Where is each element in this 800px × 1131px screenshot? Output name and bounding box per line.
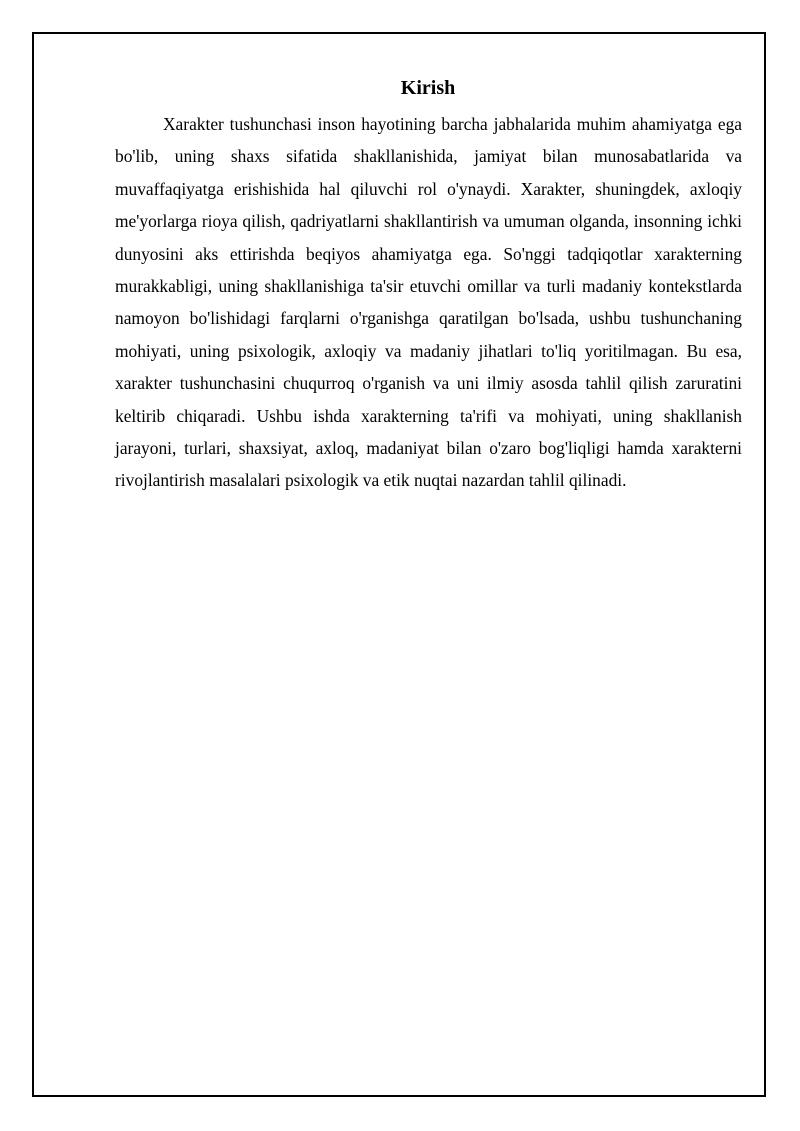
page-heading: Kirish — [400, 77, 456, 99]
body-paragraph: Xarakter tushunchasi inson hayotining barcha jabhalarida muhim ahamiyatga ega bo'lib, uning shaxs sifatida shakllanishida, jamiyat bilan munosabatlarida va muvaffaqiyatga erishishida hal qiluvchi rol o'ynaydi. Xarakter, shuningdek, axloqiy me'yorlarga rioya qilish, qadriyatlarni shakllantirish va umuman olganda, insonning ichki dunyosini aks ettirishda beqiyos ahamiyatga ega. So'nggi tadqiqotlar xarakterning murakkabligi, uning shakllanishiga ta'sir etuvchi omillar va turli madaniy kontekstlarda namoyon bo'lishidagi farqlarni o'rganishga qaratilgan bo'lsada, ushbu tushunchaning mohiyati, uning psixologik, axloqiy va madaniy jihatlari to'liq yoritilmagan. Bu esa, xarakter tushunchasini chuqurroq o'rganish va uni ilmiy asosda tahlil qilish zaruratini keltirib chiqaradi. Ushbu ishda xarakterning ta'rifi va mohiyati, uning shakllanish jarayoni, turlari, shaxsiyat, axloq, madaniyat bilan o'zaro bog'liqligi hamda xarakterni rivojlantirish masalalari psixologik va etik nuqtai nazardan tahlil qilinadi. — [115, 114, 742, 491]
